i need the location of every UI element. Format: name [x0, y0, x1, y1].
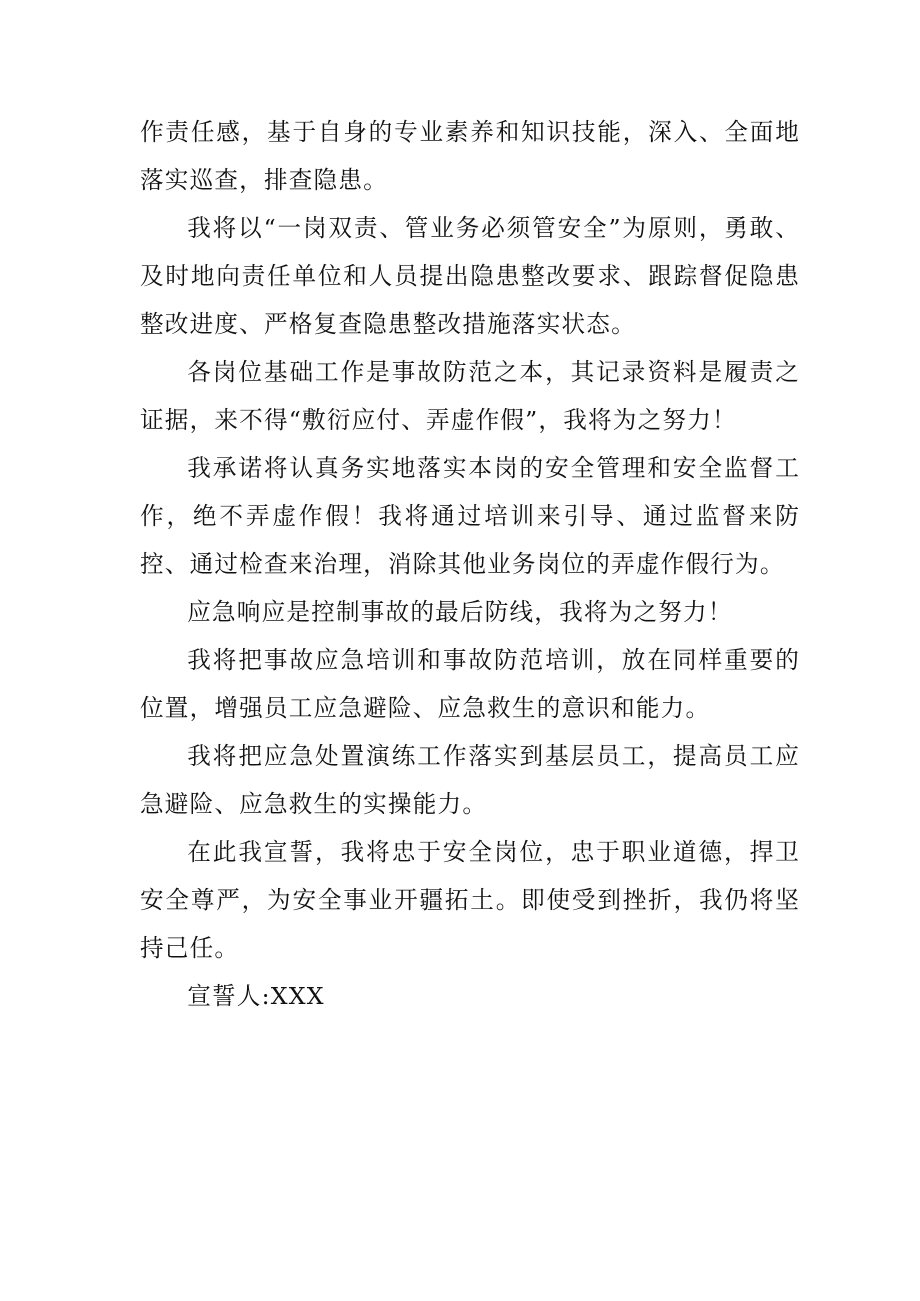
paragraph-emergency-response: 应急响应是控制事故的最后防线，我将为之努力！ — [187, 598, 733, 626]
signature-line: 宣誓人:XXX — [187, 982, 325, 1010]
paragraph-drills: 我将把应急处置演练工作落实到基层员工，提高员工应急避险、应急救生的实操能力。 — [140, 742, 800, 818]
paragraph-basic-work: 各岗位基础工作是事故防范之本，其记录资料是履责之证据，来不得“敷衍应付、弄虚作假”，我将为之努力！ — [140, 358, 800, 434]
paragraph-training: 我将把事故应急培训和事故防范培训，放在同样重要的位置，增强员工应急避险、应急救生的意识和能力。 — [140, 646, 800, 722]
paragraph-continuation: 作责任感，基于自身的专业素养和知识技能，深入、全面地落实巡查，排查隐患。 — [140, 118, 800, 194]
paragraph-oath: 在此我宣誓，我将忠于安全岗位，忠于职业道德，捍卫安全尊严，为安全事业开疆拓土。即使受到挫折，我仍将坚持己任。 — [140, 838, 800, 962]
paragraph-principle: 我将以“一岗双责、管业务必须管安全”为原则，勇敢、及时地向责任单位和人员提出隐患整改要求、跟踪督促隐患整改进度、严格复查隐患整改措施落实状态。 — [140, 214, 800, 338]
document-body — [140, 108, 800, 1020]
paragraph-commitment: 我承诺将认真务实地落实本岗的安全管理和安全监督工作，绝不弄虚作假！我将通过培训来引导、通过监督来防控、通过检查来治理，消除其他业务岗位的弄虚作假行为。 — [140, 454, 800, 578]
